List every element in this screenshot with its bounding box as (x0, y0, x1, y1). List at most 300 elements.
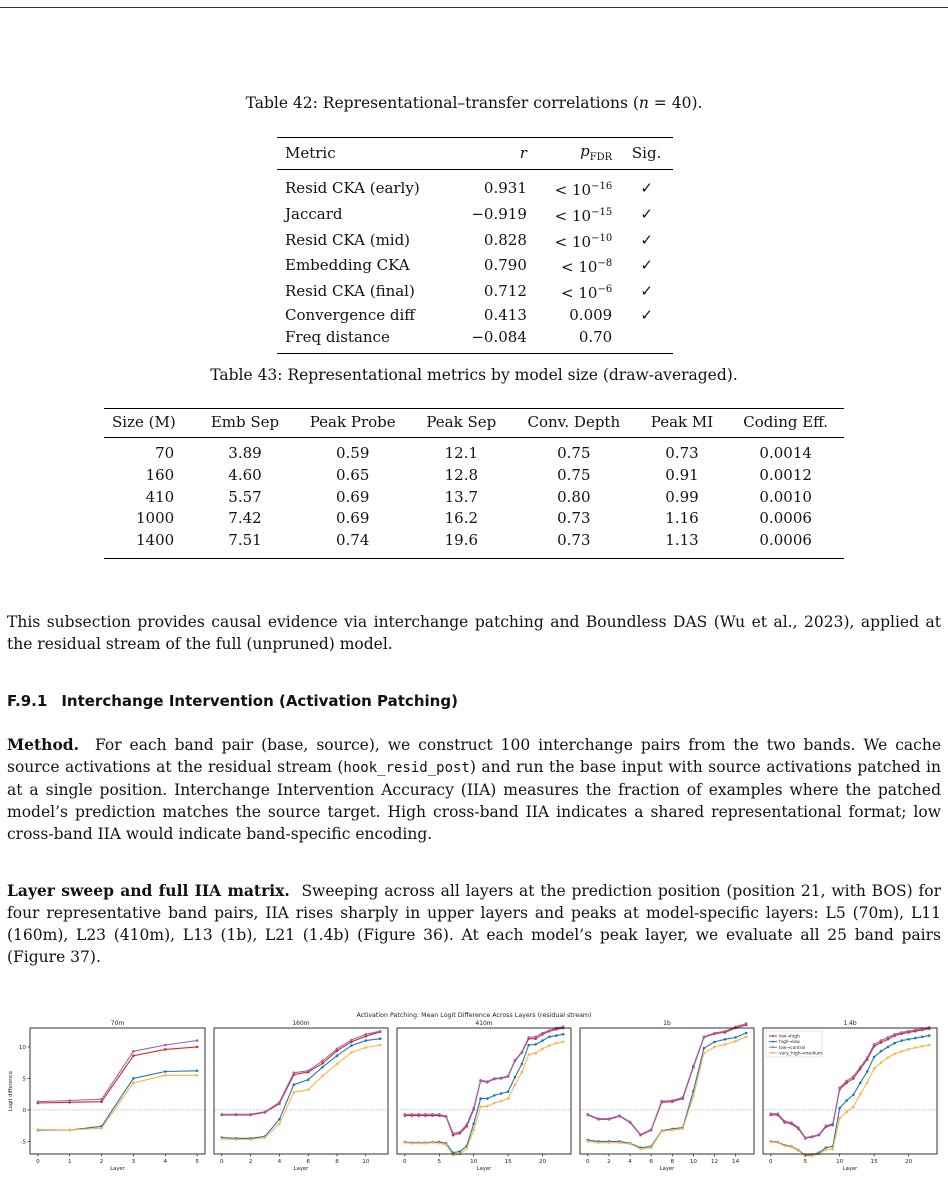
legend-label: high→low (779, 1040, 800, 1046)
data-point (866, 1056, 869, 1059)
data-point (629, 1121, 632, 1124)
data-point (914, 1037, 917, 1040)
data-point (278, 1101, 281, 1104)
table-cell: 7.51 (228, 531, 262, 550)
panel-frame (580, 1028, 754, 1154)
x-tick-label: 8 (335, 1159, 339, 1165)
table-cell: 1.13 (665, 531, 699, 550)
data-point (893, 1042, 896, 1045)
data-point (893, 1053, 896, 1056)
data-point (424, 1142, 427, 1145)
table-row (104, 487, 844, 509)
x-tick-label: 12 (710, 1159, 719, 1165)
legend-marker (772, 1041, 774, 1043)
data-point (68, 1129, 71, 1132)
legend-marker (772, 1052, 774, 1054)
model-size-table (104, 408, 844, 559)
sweep-text: Sweeping across all layers at the prediction position (position 21, with BOS) for four representative band pairs, IIA rises sharply in upper layers and peaks at model-specific layers: L5 (70m), L11 (160m), L23 (410m), L13 (1b), L21 (1.4b) (Figure 36). At each model’s peak layer, we evaluate all 25 band pairs (Figure 37). (7, 882, 941, 966)
table-cell: 0.80 (557, 487, 591, 506)
data-point (713, 1046, 716, 1049)
r-cell: 0.413 (483, 305, 527, 324)
metric-cell: Resid CKA (early) (285, 179, 420, 197)
section-heading (7, 692, 458, 710)
legend-label: low→control (779, 1045, 806, 1051)
data-point (527, 1053, 530, 1056)
data-point (100, 1098, 103, 1101)
table-cell: 0.0012 (759, 465, 812, 484)
data-point (431, 1113, 434, 1116)
data-point (452, 1132, 455, 1135)
data-point (132, 1082, 135, 1085)
panel-160m (214, 1020, 388, 1172)
data-point (249, 1113, 252, 1116)
table-cell: 0.0006 (759, 509, 812, 528)
data-point (825, 1124, 828, 1127)
p-cell: < $10^{-10}$ (554, 232, 613, 251)
panel-70m (8, 1020, 205, 1172)
activation-patching-figure (0, 1008, 948, 1179)
data-point (745, 1036, 748, 1039)
data-point (907, 1030, 910, 1033)
data-point (472, 1129, 475, 1132)
table43-body (104, 438, 844, 559)
x-tick-label: 1 (67, 1159, 72, 1165)
data-point (507, 1090, 510, 1093)
data-point (527, 1044, 530, 1047)
data-point (797, 1126, 800, 1129)
x-tick-label: 15 (870, 1159, 878, 1165)
data-point (692, 1095, 695, 1098)
data-point (196, 1039, 199, 1042)
col-header: Size (M) (104, 409, 196, 438)
x-tick-label: 6 (306, 1159, 310, 1165)
data-point (221, 1113, 224, 1116)
data-point (608, 1141, 611, 1144)
panel-frame (397, 1028, 571, 1154)
p-cell: < $10^{-15}$ (554, 206, 613, 225)
x-tick-label: 14 (732, 1159, 740, 1165)
data-point (703, 1052, 706, 1055)
data-point (68, 1099, 71, 1102)
table-cell: 0.75 (557, 444, 591, 462)
method-text-b: ) and run the base input with source activations patched in at a single position. Interchange Intervention Accuracy (IIA) measures the fraction of examples where the patched model’s prediction matches the source target. High cross-band IIA indicates a shared representational format; low cross-band IIA would indicate band-specific encoding. (7, 758, 941, 843)
data-point (597, 1141, 600, 1144)
data-point (307, 1088, 310, 1091)
data-point (692, 1065, 695, 1068)
p-cell: < $10^{-16}$ (554, 181, 613, 199)
data-point (37, 1128, 40, 1131)
data-point (921, 1036, 924, 1039)
table-cell: 0.91 (665, 465, 699, 484)
data-point (466, 1147, 469, 1150)
data-point (562, 1041, 565, 1044)
r-cell: −0.919 (471, 204, 527, 223)
data-point (321, 1060, 324, 1063)
table-cell: 13.7 (444, 487, 479, 506)
data-point (321, 1066, 324, 1069)
data-point (887, 1046, 890, 1049)
data-point (196, 1074, 199, 1077)
data-point (745, 1032, 748, 1035)
data-point (838, 1117, 841, 1120)
data-point (783, 1145, 786, 1148)
data-point (479, 1106, 482, 1109)
x-tick-label: 4 (277, 1159, 282, 1165)
table-row (277, 327, 673, 353)
panel-title: 1b (663, 1020, 671, 1027)
data-point (928, 1044, 931, 1047)
data-point (776, 1141, 779, 1144)
data-point (479, 1079, 482, 1082)
data-point (629, 1143, 632, 1146)
legend-label: low→high (779, 1034, 800, 1040)
r-cell: 0.931 (483, 179, 527, 197)
data-point (235, 1113, 238, 1116)
data-point (639, 1148, 642, 1151)
data-point (639, 1133, 642, 1136)
table-cell: 1.16 (665, 509, 699, 528)
data-point (472, 1107, 475, 1110)
data-point (438, 1113, 441, 1116)
data-point (479, 1097, 482, 1100)
data-point (350, 1044, 353, 1047)
x-tick-label: 2 (99, 1159, 104, 1165)
panel-title: 1.4b (843, 1020, 857, 1027)
data-point (745, 1022, 748, 1025)
col-header: Peak Sep (412, 409, 511, 438)
metric-cell: Embedding CKA (285, 256, 410, 275)
r-cell: 0.790 (483, 256, 527, 275)
table-cell: 7.42 (228, 509, 262, 528)
x-tick-label: 2 (248, 1159, 253, 1165)
series-line-high-low (222, 1039, 380, 1139)
data-point (682, 1128, 685, 1131)
table-row (104, 465, 844, 487)
data-point (410, 1142, 413, 1145)
data-point (417, 1142, 420, 1145)
y-tick-label: 10 (18, 1044, 26, 1051)
data-point (493, 1102, 496, 1105)
data-point (703, 1047, 706, 1050)
data-point (221, 1138, 224, 1141)
data-point (734, 1040, 737, 1043)
table-cell: 70 (155, 444, 175, 462)
p-cell: < $10^{-6}$ (561, 284, 613, 303)
data-point (866, 1070, 869, 1073)
table-header-row (277, 138, 673, 170)
x-axis-label: Layer (842, 1166, 858, 1172)
data-point (100, 1100, 103, 1103)
data-point (486, 1080, 489, 1083)
data-point (500, 1077, 503, 1080)
data-point (703, 1036, 706, 1039)
panel-1.4b (763, 1020, 937, 1172)
x-tick-label: 0 (769, 1159, 773, 1165)
table-row (277, 305, 673, 327)
sig-cell: ✓ (640, 179, 653, 197)
data-point (278, 1123, 281, 1126)
data-point (132, 1054, 135, 1057)
data-point (811, 1135, 814, 1138)
data-point (770, 1141, 773, 1144)
data-point (486, 1097, 489, 1100)
table42-caption-text: Table 42: Representational–transfer correlations (n = 40). (245, 94, 703, 112)
data-point (900, 1031, 903, 1034)
x-tick-label: 8 (670, 1159, 675, 1165)
panel-frame (30, 1028, 205, 1154)
table-cell: 12.1 (444, 444, 479, 462)
data-point (859, 1066, 862, 1069)
data-point (928, 1034, 931, 1037)
data-point (852, 1106, 855, 1109)
data-point (900, 1039, 903, 1042)
legend-marker (772, 1035, 774, 1037)
data-point (541, 1039, 544, 1042)
data-point (336, 1048, 339, 1051)
data-point (811, 1155, 814, 1158)
data-point (379, 1030, 382, 1033)
panel-410m (397, 1020, 571, 1172)
data-point (500, 1100, 503, 1103)
panel-title: 410m (475, 1020, 493, 1027)
data-point (321, 1062, 324, 1065)
data-point (660, 1100, 663, 1103)
x-tick-label: 10 (362, 1159, 370, 1165)
data-point (445, 1115, 448, 1118)
table-cell: 160 (145, 465, 175, 484)
correlation-table (277, 137, 673, 354)
hook-name-code: hook_resid_post (343, 760, 470, 776)
data-point (164, 1048, 167, 1051)
sweep-paragraph (7, 880, 941, 968)
sig-cell: ✓ (640, 204, 653, 223)
data-point (660, 1130, 663, 1133)
table-row (104, 508, 844, 530)
sig-cell (620, 327, 673, 353)
data-point (541, 1032, 544, 1035)
x-tick-label: 0 (36, 1159, 40, 1165)
data-point (379, 1044, 382, 1047)
series-line-very-high-medium (771, 1045, 929, 1156)
data-point (914, 1046, 917, 1049)
col-p-fdr: $p_{FDR}$ (535, 138, 620, 170)
data-point (734, 1036, 737, 1039)
data-point (838, 1087, 841, 1090)
data-point (825, 1148, 828, 1151)
x-tick-label: 0 (403, 1159, 407, 1165)
data-point (880, 1050, 883, 1053)
col-header: Coding Eff. (727, 409, 844, 438)
data-point (671, 1099, 674, 1102)
x-tick-label: 15 (504, 1159, 512, 1165)
table-cell: 16.2 (444, 509, 479, 528)
series-line-high-low (405, 1034, 563, 1152)
data-point (350, 1051, 353, 1054)
x-tick-label: 0 (586, 1159, 590, 1165)
x-tick-label: 20 (538, 1159, 547, 1165)
data-point (587, 1113, 590, 1116)
data-point (278, 1118, 281, 1121)
data-point (365, 1039, 368, 1042)
data-point (650, 1128, 653, 1131)
data-point (466, 1123, 469, 1126)
data-point (493, 1094, 496, 1097)
x-axis-label: Layer (110, 1166, 125, 1172)
table-row (277, 202, 673, 228)
x-tick-label: 5 (803, 1159, 808, 1165)
data-point (534, 1052, 537, 1055)
table43-caption: Table 43: Representational metrics by model size (draw-averaged). (210, 366, 738, 384)
data-point (914, 1029, 917, 1032)
data-point (445, 1143, 448, 1146)
data-point (293, 1091, 296, 1094)
data-point (587, 1140, 590, 1143)
table-cell: 3.89 (228, 444, 262, 462)
x-tick-label: 6 (649, 1159, 653, 1165)
data-point (562, 1033, 565, 1036)
data-point (100, 1127, 103, 1130)
data-point (417, 1113, 420, 1116)
data-point (404, 1141, 407, 1144)
data-point (438, 1142, 441, 1145)
table-row (277, 228, 673, 254)
data-point (507, 1097, 510, 1100)
data-point (873, 1043, 876, 1046)
data-point (164, 1070, 167, 1073)
table-header-row (104, 409, 844, 438)
p-cell: 0.70 (578, 327, 613, 346)
table-cell: 0.69 (336, 487, 370, 506)
x-axis-label: Layer (293, 1166, 309, 1172)
table-cell: 0.0010 (759, 487, 812, 506)
data-point (866, 1082, 869, 1085)
data-point (852, 1094, 855, 1097)
r-cell: 0.828 (483, 230, 527, 249)
data-point (164, 1044, 167, 1047)
data-point (618, 1141, 621, 1144)
data-point (541, 1048, 544, 1051)
data-point (776, 1112, 779, 1115)
data-point (790, 1121, 793, 1124)
y-axis-label: Logit difference (8, 1070, 14, 1112)
data-point (249, 1138, 252, 1141)
col-r: r (452, 138, 535, 170)
data-point (493, 1077, 496, 1080)
data-point (770, 1112, 773, 1115)
section-number: F.9.1 (7, 692, 48, 710)
table-row (104, 530, 844, 558)
data-point (887, 1056, 890, 1059)
method-paragraph (7, 734, 941, 845)
col-header: Peak Probe (294, 409, 412, 438)
data-point (713, 1041, 716, 1044)
table-cell: 0.74 (336, 531, 370, 550)
data-point (682, 1096, 685, 1099)
data-point (500, 1092, 503, 1095)
data-point (907, 1048, 910, 1051)
legend-marker (772, 1046, 774, 1048)
data-point (410, 1113, 413, 1116)
data-point (365, 1033, 368, 1036)
data-point (321, 1075, 324, 1078)
data-point (859, 1082, 862, 1085)
data-point (521, 1051, 524, 1054)
x-tick-label: 10 (689, 1159, 697, 1165)
table-row (277, 279, 673, 305)
sig-cell: ✓ (640, 256, 653, 275)
col-sig: Sig. (620, 138, 673, 170)
data-point (797, 1150, 800, 1153)
data-point (459, 1150, 462, 1153)
x-tick-label: 4 (163, 1159, 168, 1165)
data-point (597, 1117, 600, 1120)
y-tick-label: 5 (22, 1076, 26, 1083)
data-point (724, 1038, 727, 1041)
table42-caption (0, 94, 948, 112)
data-point (534, 1043, 537, 1046)
x-tick-label: 10 (836, 1159, 844, 1165)
legend (766, 1031, 822, 1057)
method-lead: Method. (7, 735, 80, 754)
data-point (514, 1083, 517, 1086)
figure-title: Activation Patching: Mean Logit Difference Across Layers (residual stream) (356, 1012, 592, 1019)
data-point (790, 1146, 793, 1149)
data-point (724, 1043, 727, 1046)
data-point (880, 1039, 883, 1042)
data-point (845, 1111, 848, 1114)
table-cell: 0.99 (665, 487, 699, 506)
metric-cell: Freq distance (285, 327, 390, 346)
data-point (534, 1036, 537, 1039)
data-point (293, 1083, 296, 1086)
data-point (459, 1131, 462, 1134)
data-point (832, 1123, 835, 1126)
data-point (264, 1111, 267, 1114)
data-point (196, 1070, 199, 1073)
table-cell: 410 (145, 487, 175, 506)
x-tick-label: 10 (470, 1159, 478, 1165)
table-cell: 0.73 (557, 509, 591, 528)
legend-label: very_high→medium (779, 1051, 823, 1057)
data-point (548, 1036, 551, 1039)
table-cell: 1400 (136, 531, 175, 550)
data-point (887, 1036, 890, 1039)
data-point (235, 1138, 238, 1141)
data-point (527, 1036, 530, 1039)
table-cell: 5.57 (228, 487, 262, 506)
table-cell: 0.69 (336, 509, 370, 528)
r-cell: 0.712 (483, 282, 527, 301)
series-line-very-high-medium (222, 1045, 380, 1140)
series-line-very-high-medium (588, 1037, 746, 1149)
table-cell: 1000 (136, 509, 175, 528)
data-point (350, 1039, 353, 1042)
data-point (379, 1037, 382, 1040)
data-point (514, 1076, 517, 1079)
x-tick-label: 3 (131, 1159, 136, 1165)
data-point (900, 1050, 903, 1053)
table-cell: 0.75 (557, 465, 591, 484)
col-header: Emb Sep (196, 409, 294, 438)
data-point (514, 1059, 517, 1062)
data-point (431, 1141, 434, 1144)
table-cell: 0.73 (557, 531, 591, 550)
data-point (521, 1063, 524, 1066)
data-point (713, 1032, 716, 1035)
data-point (507, 1075, 510, 1078)
y-tick-label: 0 (22, 1107, 26, 1114)
x-axis-label: Layer (476, 1166, 492, 1172)
